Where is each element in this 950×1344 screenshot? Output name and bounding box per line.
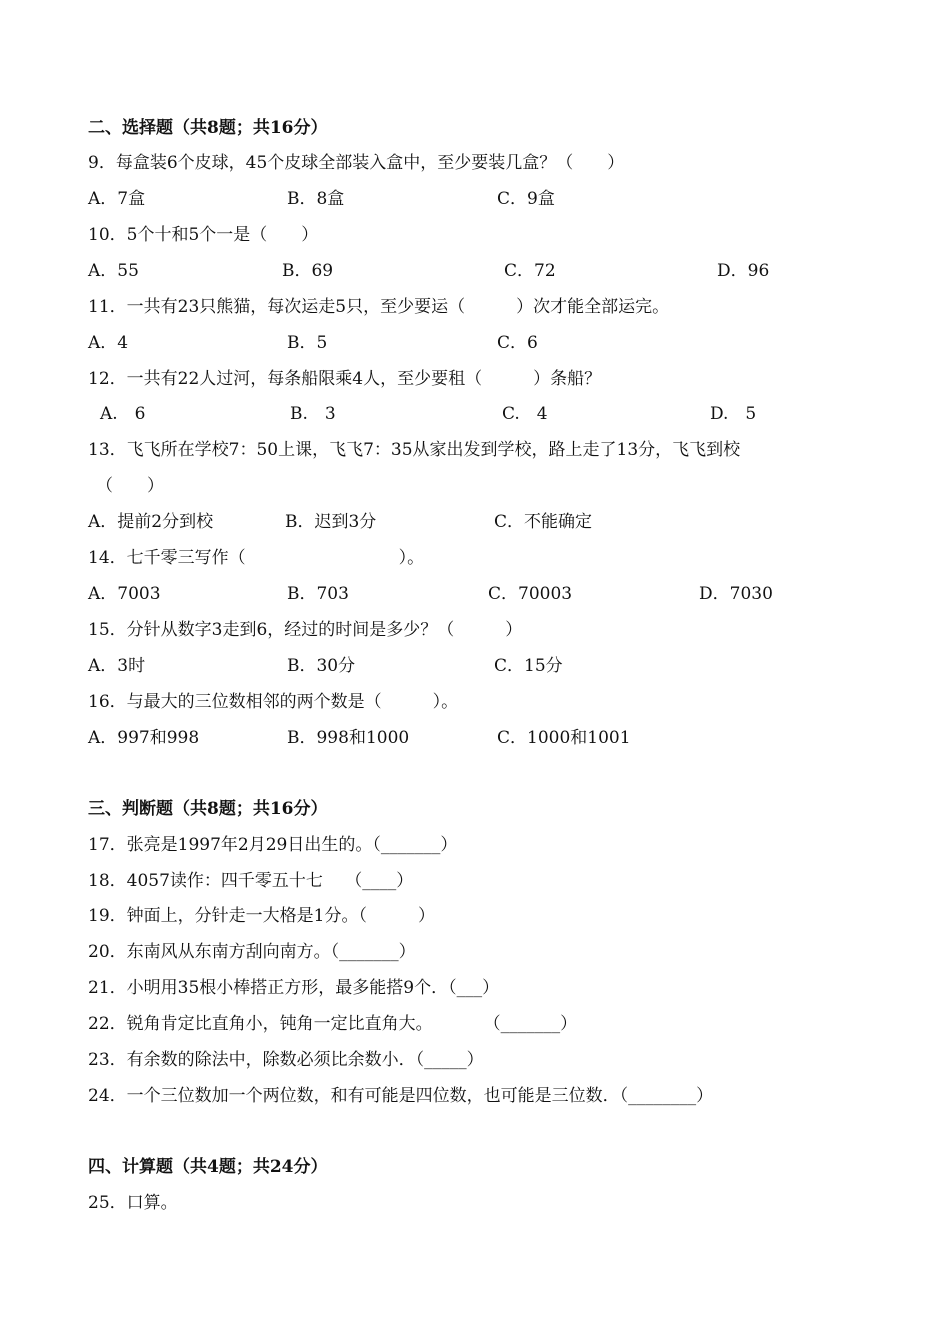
q13-option-a: A．提前2分到校: [88, 512, 214, 532]
section-2-title: 二、选择题（共8题；共16分）: [88, 118, 328, 138]
q13-option-b: B．迟到3分: [285, 512, 377, 532]
q10-option-a: A．55: [88, 261, 139, 281]
q14-option-d: D．7030: [699, 584, 773, 604]
q12-option-d: D. 5: [710, 404, 757, 424]
q12-option-c: C. 4: [502, 404, 548, 424]
question-11: 11．一共有23只熊猫，每次运走5只，至少要运（ ）次才能全部运完。: [88, 297, 670, 317]
q12-option-b: B. 3: [290, 404, 336, 424]
question-9: 9．每盒装6个皮球，45个皮球全部装入盒中，至少要装几盒？（ ）: [88, 153, 625, 173]
q9-option-b: B．8盒: [287, 189, 345, 209]
q14-option-c: C．70003: [488, 584, 573, 604]
question-13-blank: （ ）: [96, 476, 164, 496]
q15-option-c: C．15分: [494, 656, 563, 676]
section-3-title: 三、判断题（共8题；共16分）: [88, 799, 328, 819]
q16-option-c: C．1000和1001: [497, 728, 631, 748]
question-16: 16．与最大的三位数相邻的两个数是（ ）。: [88, 692, 459, 712]
q14-option-b: B．703: [287, 584, 349, 604]
question-25: 25．口算。: [88, 1193, 178, 1213]
question-13: 13．飞飞所在学校7：50上课，飞飞7：35从家出发到学校，路上走了13分，飞飞到校: [88, 440, 741, 460]
question-22: 22．锐角肯定比直角小，钝角一定比直角大。 （_______）: [88, 1014, 578, 1034]
q11-option-b: B．5: [287, 333, 328, 353]
q11-option-a: A．4: [88, 333, 129, 353]
q16-option-a: A．997和998: [88, 728, 200, 748]
question-12: 12．一共有22人过河，每条船限乘4人，至少要租（ ）条船？: [88, 369, 602, 389]
question-24: 24．一个三位数加一个两位数，和有可能是四位数，也可能是三位数．（________）: [88, 1086, 714, 1106]
q10-option-c: C．72: [504, 261, 556, 281]
question-17: 17．张亮是1997年2月29日出生的。（_______）: [88, 835, 458, 855]
section-4-title: 四、计算题（共4题；共24分）: [88, 1157, 328, 1177]
q10-option-b: B．69: [282, 261, 334, 281]
q12-option-a: A. 6: [100, 404, 146, 424]
q15-option-a: A．3时: [88, 656, 146, 676]
q10-option-d: D．96: [717, 261, 770, 281]
q16-option-b: B．998和1000: [287, 728, 410, 748]
q11-option-c: C．6: [497, 333, 538, 353]
question-19: 19．钟面上，分针走一大格是1分。（ ）: [88, 906, 435, 926]
q9-option-c: C．9盒: [497, 189, 555, 209]
q9-option-a: A．7盒: [88, 189, 146, 209]
question-14: 14．七千零三写作（ ）。: [88, 548, 425, 568]
question-21: 21．小明用35根小棒搭正方形，最多能搭9个．（___）: [88, 978, 500, 998]
q13-option-c: C．不能确定: [494, 512, 593, 532]
q14-option-a: A．7003: [88, 584, 161, 604]
question-15: 15．分针从数字3走到6，经过的时间是多少？（ ）: [88, 620, 523, 640]
question-18: 18．4057读作：四千零五十七 （____）: [88, 871, 414, 891]
question-20: 20．东南风从东南方刮向南方。（_______）: [88, 942, 416, 962]
question-23: 23．有余数的除法中，除数必须比余数小．（_____）: [88, 1050, 484, 1070]
question-10: 10．5个十和5个一是（ ）: [88, 225, 319, 245]
q15-option-b: B．30分: [287, 656, 356, 676]
